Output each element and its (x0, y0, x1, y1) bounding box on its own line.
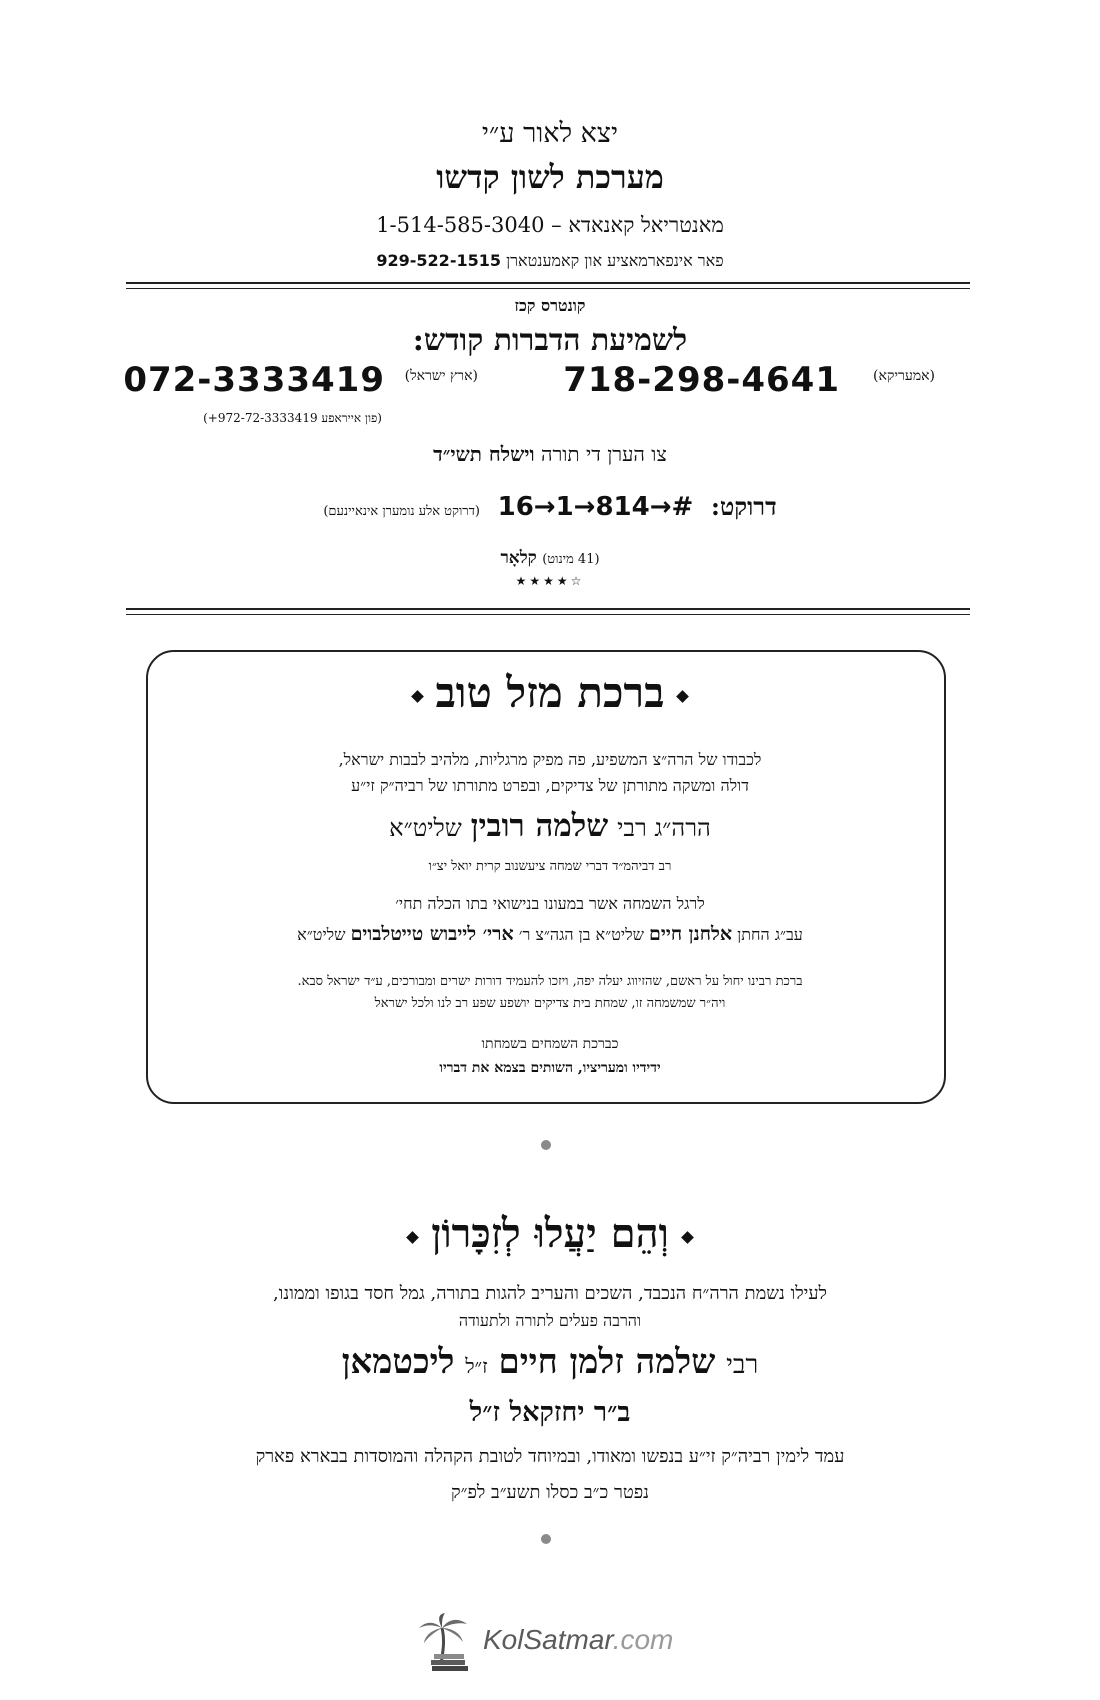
mazel-tov-title: ברכת מזל טוב (435, 668, 665, 717)
duration-row (0, 548, 1100, 568)
memorial-desc: עמד לימין רביה״ק זי״ע בנפשו ומאודו, ובמיוחד לטובת הקהלה והמוסדות בבארא פארק (255, 1446, 845, 1467)
honor-line-2: דולה ומשקה מתורתן של צדיקים, ובפרט מתורתו של רביה״ק זי״ע (351, 776, 749, 795)
publisher-info-row (0, 251, 1100, 271)
publisher-name: מערכת לשון קדשו (436, 158, 664, 196)
rating-stars: ★★★★☆ (515, 574, 585, 588)
groom-row (0, 923, 1100, 946)
rabbi-name: שלמה רובין (470, 808, 609, 844)
groom-mid: שליט״א בן הגה״צ ר׳ (518, 925, 644, 944)
memorial-name-prefix: רבי (726, 1350, 759, 1380)
rabbi-title: רב דביהמ״ד דברי שמחה ציעשנוב קרית יואל יצ״ו (428, 859, 672, 874)
site-tld: .com (612, 1624, 674, 1655)
israel-phone: 072-3333419 (123, 360, 385, 400)
memorial-father: ב״ר יחזקאל ז״ל (469, 1397, 631, 1428)
sign-line-1: כברכת השמחים בשמחתו (481, 1036, 619, 1052)
press-note: (דרוקט אלע נומערן אינאיינעם) (323, 504, 480, 519)
header-divider (126, 282, 970, 289)
memorial-name-last: ליכטמאן (341, 1342, 455, 1382)
palm-tree-books-icon (415, 1612, 473, 1672)
memorial-name-zl: ז״ל (465, 1354, 488, 1378)
memorial-line-1: לעילו נשמת הרה״ח הנכבד, השכים והעריב להגות בתורה, גמל חסד בגופו וממונו, (273, 1283, 827, 1304)
airplane-note: (פון אייראפע 972-72-3333419+) (203, 411, 382, 425)
blessing-line-1: ברכת רבינו יחול על ראשם, שהזיווג יעלה יפה, ויזכו להעמיד דורות ישרים ומבורכים, ע״ד ישראל סבא. (297, 974, 803, 989)
parsha-row (0, 442, 1100, 467)
memorial-name-row (0, 1342, 1100, 1382)
duration: (41 מינוט) (542, 552, 600, 567)
diamond-icon (677, 690, 690, 703)
sign-line-2: ידידיו ומעריציו, השותים בצמא את דבריו (439, 1060, 661, 1076)
press-row (0, 492, 1100, 522)
publisher-location-row: מאנטריאל קאנאדא – 1-514-585-3040 (376, 213, 724, 237)
separator-dot (541, 1534, 551, 1544)
site-name: KolSatmar (483, 1624, 613, 1655)
hotline-divider (126, 608, 970, 615)
rabbi-prefix: הרה״ג רבי (617, 814, 711, 842)
parsha-prefix: צו הערן די תורה (540, 442, 667, 466)
america-phone: 718-298-4641 (563, 360, 840, 400)
hotline-title: לשמיעת הדברות קודש: (412, 323, 688, 358)
publisher-line: יצא לאור ע״י (481, 118, 619, 149)
america-label: (אמעריקא) (873, 368, 935, 384)
parsha-name: וישלח תשי״ד (433, 442, 535, 466)
publisher-phone: 1-514-585-3040 (376, 213, 545, 237)
separator-dot (541, 1140, 551, 1150)
diamond-icon (406, 1231, 419, 1244)
groom-prefix: עב״ג החתן (737, 925, 803, 944)
publisher-location: מאנטריאל קאנאדא (568, 213, 724, 237)
press-label: דרוקט: (710, 492, 777, 521)
mazel-tov-title-row (0, 668, 1100, 718)
memorial-title-row (0, 1210, 1100, 1257)
diamond-icon (411, 690, 424, 703)
blessing-line-2: ויה״ר שמשמחה זו, שמחת בית צדיקים יושפע שפע רב לנו ולכל ישראל (374, 996, 726, 1011)
rabbi-name-row (0, 808, 1100, 844)
israel-label: (ארץ ישראל) (404, 368, 478, 384)
kuntres-label: קונטרס קכז (514, 296, 586, 315)
kolsatmar-logo[interactable] (415, 1612, 715, 1672)
rabbi-suffix: שליט״א (389, 814, 462, 842)
clarity: קלאָר (500, 548, 537, 568)
occasion-line: לרגל השמחה אשר במעונו בנישואי בתו הכלה תחי׳ (395, 894, 705, 913)
memorial-line-2: והרבה פעלים לתורה ולתעודה (458, 1311, 642, 1330)
press-sequence: 16→1→814→# (497, 492, 694, 522)
memorial-passed: נפטר כ״ב כסלו תשע״ב לפ״ק (451, 1482, 649, 1503)
groom-name: אלחנן חיים (649, 923, 733, 945)
publisher-info-label: פאר אינפארמאציע און קאמענטארן (506, 251, 724, 270)
honor-line-1: לכבודו של הרה״צ המשפיע, פה מפיק מרגליות, מלהיב לבבות ישראל, (338, 750, 762, 769)
groom-father: ארי׳ לייבוש טייטלבוים (350, 923, 514, 945)
memorial-title: וְהֵם יַעֲלוּ לְזִכָּרוֹן (431, 1210, 669, 1257)
memorial-name-main: שלמה זלמן חיים (498, 1342, 716, 1382)
groom-suffix: שליט״א (297, 925, 346, 944)
diamond-icon (681, 1231, 694, 1244)
publisher-info-phone: 929-522-1515 (376, 251, 501, 270)
